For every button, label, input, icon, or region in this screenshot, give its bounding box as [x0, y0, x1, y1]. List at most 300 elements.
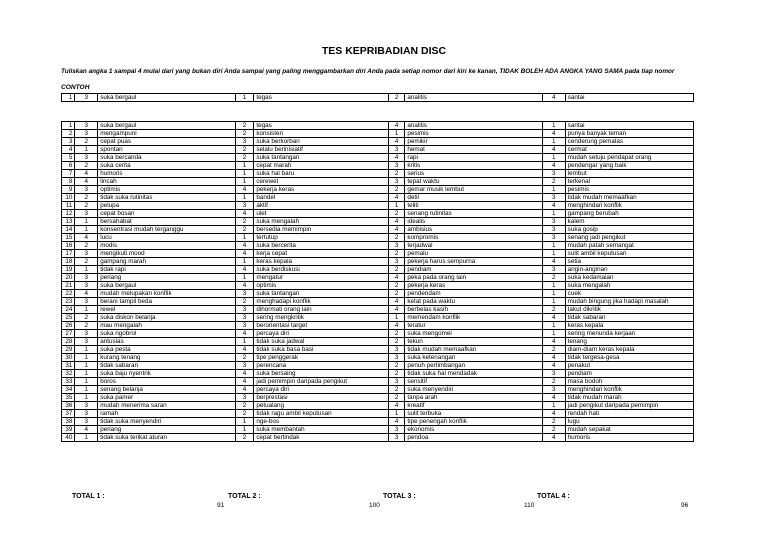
trait-2: bersedia memimpin [254, 226, 388, 234]
trait-4: keras kepala [565, 322, 693, 330]
trait-4: pesimis [565, 186, 693, 194]
table-row [62, 346, 694, 354]
trait-3: pendoa [405, 434, 543, 442]
score-1: 1 [75, 434, 98, 442]
trait-3: suka mengomel [405, 330, 543, 338]
trait-4: diam-diam keras kepala [565, 346, 693, 354]
trait-1: humoris [98, 170, 236, 178]
score-2: 1 [235, 234, 254, 242]
trait-2: dihormati orang lain [254, 306, 388, 314]
trait-3: serius [405, 170, 543, 178]
score-1: 2 [75, 314, 98, 322]
trait-3: senang rutinitas [405, 210, 543, 218]
score-4: 3 [542, 234, 565, 242]
trait-4: setia [565, 258, 693, 266]
trait-3: memendam konflik [405, 314, 543, 322]
score-1: 2 [75, 194, 98, 202]
score-2: 3 [235, 394, 254, 402]
trait-1: tidak sabaran [98, 362, 236, 370]
score-2: 2 [235, 122, 254, 130]
score-2: 3 [235, 322, 254, 330]
table-row [62, 218, 694, 226]
score-3: 4 [388, 218, 405, 226]
score-2: 1 [235, 94, 254, 102]
row-number: 6 [62, 162, 75, 170]
trait-4: tidak mudah marah [565, 394, 693, 402]
trait-2: suka hal baru [254, 170, 388, 178]
trait-3: pendendam [405, 290, 543, 298]
score-2: 4 [235, 386, 254, 394]
score-4: 1 [542, 242, 565, 250]
score-1: 1 [75, 378, 98, 386]
table-row [62, 234, 694, 242]
trait-2: selalu berinisiatif [254, 146, 388, 154]
row-number: 2 [62, 130, 75, 138]
score-3: 2 [388, 290, 405, 298]
trait-1: mengikuti mood [98, 250, 236, 258]
trait-3: idealis [405, 218, 543, 226]
trait-1: optimis [98, 186, 236, 194]
score-1: 3 [75, 274, 98, 282]
score-1: 3 [75, 410, 98, 418]
score-3: 2 [388, 338, 405, 346]
trait-2: aktif [254, 202, 388, 210]
score-4: 1 [542, 210, 565, 218]
row-number: 34 [62, 386, 75, 394]
trait-3: ambisius [405, 226, 543, 234]
table-row [62, 210, 694, 218]
total-1-value: 91 [217, 502, 225, 509]
trait-4: mudah sepakat [565, 426, 693, 434]
row-number: 23 [62, 298, 75, 306]
score-2: 1 [235, 338, 254, 346]
score-1: 1 [75, 226, 98, 234]
score-2: 2 [235, 410, 254, 418]
score-3: 2 [388, 282, 405, 290]
score-1: 1 [75, 218, 98, 226]
trait-4: penakut [565, 362, 693, 370]
score-4: 4 [542, 162, 565, 170]
trait-4: angin-anginan [565, 266, 693, 274]
score-4: 3 [542, 170, 565, 178]
row-number: 31 [62, 362, 75, 370]
score-4: 1 [542, 290, 565, 298]
trait-3: pekerja keras [405, 282, 543, 290]
score-1: 2 [75, 138, 98, 146]
trait-2: tidak suka basa basi [254, 346, 388, 354]
trait-4: lugu [565, 418, 693, 426]
trait-1: tidak suka terikat aturan [98, 434, 236, 442]
trait-4: pendiam [565, 370, 693, 378]
row-number: 5 [62, 154, 75, 162]
score-2: 1 [235, 426, 254, 434]
score-4: 2 [542, 346, 565, 354]
table-row [62, 322, 694, 330]
trait-1: konsentrasi mudah terganggu [98, 226, 236, 234]
total-3-value: 110 [524, 502, 535, 509]
trait-2: tidak suka jadwal [254, 338, 388, 346]
trait-2: ulet [254, 210, 388, 218]
trait-3: suka ketenangan [405, 354, 543, 362]
trait-4: punya banyak teman [565, 130, 693, 138]
score-3: 1 [388, 202, 405, 210]
score-4: 3 [542, 266, 565, 274]
score-4: 3 [542, 370, 565, 378]
table-row [62, 154, 694, 162]
row-number: 1 [62, 122, 75, 130]
trait-3: teliti [405, 202, 543, 210]
trait-1: senang belanja [98, 386, 236, 394]
row-number: 24 [62, 306, 75, 314]
score-4: 2 [542, 426, 565, 434]
trait-2: bandel [254, 194, 388, 202]
score-3: 4 [388, 306, 405, 314]
score-4: 4 [542, 130, 565, 138]
total-2-label: TOTAL 2 : [228, 493, 261, 500]
trait-4: suka kedamaian [565, 274, 693, 282]
score-3: 2 [388, 386, 405, 394]
trait-3: pesimis [405, 130, 543, 138]
score-3: 3 [388, 146, 405, 154]
score-1: 1 [75, 370, 98, 378]
score-3: 2 [388, 94, 405, 102]
trait-4: tidak mudah memaafkan [565, 194, 693, 202]
trait-4: humoris [565, 434, 693, 442]
trait-1: cepat puas [98, 138, 236, 146]
trait-1: berani tampil beda [98, 298, 236, 306]
score-1: 2 [75, 322, 98, 330]
trait-4: jadi pengikut daripada pemimpin [565, 402, 693, 410]
score-4: 2 [542, 378, 565, 386]
trait-4: terkenal [565, 178, 693, 186]
score-1: 2 [75, 162, 98, 170]
trait-4: gampang berubah [565, 210, 693, 218]
score-2: 4 [235, 346, 254, 354]
score-2: 4 [235, 186, 254, 194]
score-2: 1 [235, 194, 254, 202]
trait-2: percaya diri [254, 386, 388, 394]
table-row [62, 266, 694, 274]
row-number: 19 [62, 266, 75, 274]
score-3: 4 [388, 122, 405, 130]
trait-4: tidak tergesa-gesa [565, 354, 693, 362]
trait-2: sering mengkritik [254, 314, 388, 322]
score-2: 4 [235, 330, 254, 338]
score-3: 1 [388, 314, 405, 322]
score-2: 4 [235, 250, 254, 258]
trait-3: sulit terbuka [405, 410, 543, 418]
contoh-label: CONTOH [61, 84, 90, 91]
score-3: 2 [388, 266, 405, 274]
trait-1: suka bercanda [98, 154, 236, 162]
trait-3: kompromis [405, 234, 543, 242]
trait-4: mudah bingung jika hadapi masalah [565, 298, 693, 306]
score-2: 2 [235, 402, 254, 410]
score-4: 4 [542, 314, 565, 322]
trait-4: suka mengalah [565, 282, 693, 290]
score-2: 4 [235, 282, 254, 290]
table-row [62, 378, 694, 386]
score-4: 1 [542, 282, 565, 290]
trait-2: nge-bos [254, 418, 388, 426]
score-2: 3 [235, 138, 254, 146]
disc-table [61, 121, 694, 442]
row-number: 21 [62, 282, 75, 290]
trait-2: keras kepala [254, 258, 388, 266]
trait-2: suka membantah [254, 426, 388, 434]
table-row [62, 202, 694, 210]
trait-2: jadi pemimpin daripada pengikut [254, 378, 388, 386]
table-row [62, 426, 694, 434]
table-row [62, 242, 694, 250]
score-4: 1 [542, 138, 565, 146]
trait-4: suka gosip [565, 226, 693, 234]
trait-3: rapi [405, 154, 543, 162]
trait-1: periang [98, 274, 236, 282]
score-3: 2 [388, 234, 405, 242]
trait-1: suka bergaul [98, 122, 236, 130]
trait-1: antusias [98, 338, 236, 346]
trait-2: suka tantangan [254, 154, 388, 162]
score-4: 1 [542, 298, 565, 306]
trait-2: percaya diri [254, 330, 388, 338]
score-4: 4 [542, 258, 565, 266]
score-1: 4 [75, 178, 98, 186]
table-row [62, 306, 694, 314]
trait-3: ketat pada waktu [405, 298, 543, 306]
trait-2: berprestasi [254, 394, 388, 402]
trait-4: menghindari konflik [565, 386, 693, 394]
score-3: 4 [388, 402, 405, 410]
trait-1: pelupa [98, 202, 236, 210]
score-2: 2 [235, 218, 254, 226]
table-row [62, 282, 694, 290]
trait-3: pendiam [405, 266, 543, 274]
total-4-label: TOTAL 4 : [537, 493, 570, 500]
score-2: 3 [235, 202, 254, 210]
score-1: 3 [75, 186, 98, 194]
trait-3: detil [405, 194, 543, 202]
score-4: 1 [542, 322, 565, 330]
trait-1: suka baju nyentrik [98, 370, 236, 378]
trait-3: tekun [405, 338, 543, 346]
total-4-value: 96 [681, 502, 689, 509]
table-row [62, 250, 694, 258]
row-number: 32 [62, 370, 75, 378]
example-table [61, 93, 694, 102]
trait-2: berorientasi target [254, 322, 388, 330]
score-2: 1 [235, 418, 254, 426]
score-2: 2 [235, 226, 254, 234]
score-2: 3 [235, 290, 254, 298]
score-1: 3 [75, 154, 98, 162]
row-number: 38 [62, 418, 75, 426]
score-4: 4 [542, 410, 565, 418]
score-1: 3 [75, 282, 98, 290]
score-2: 2 [235, 298, 254, 306]
trait-4: santai [565, 122, 693, 130]
score-2: 4 [235, 266, 254, 274]
score-1: 2 [75, 258, 98, 266]
score-1: 1 [75, 362, 98, 370]
score-3: 3 [388, 378, 405, 386]
trait-4: senang jadi pengikut [565, 234, 693, 242]
table-row [62, 386, 694, 394]
trait-3: pemikir [405, 138, 543, 146]
trait-4: cuek [565, 290, 693, 298]
score-3: 3 [388, 178, 405, 186]
score-3: 3 [388, 346, 405, 354]
score-3: 4 [388, 138, 405, 146]
score-3: 2 [388, 370, 405, 378]
table-row [62, 290, 694, 298]
score-3: 2 [388, 210, 405, 218]
score-3: 4 [388, 154, 405, 162]
trait-4: tidak sabaran [565, 314, 693, 322]
row-number: 22 [62, 290, 75, 298]
trait-2: suka berdiskusi [254, 266, 388, 274]
score-1: 3 [75, 338, 98, 346]
score-3: 3 [388, 426, 405, 434]
row-number: 29 [62, 346, 75, 354]
score-4: 2 [542, 274, 565, 282]
score-3: 1 [388, 410, 405, 418]
trait-4: takut dikritik [565, 306, 693, 314]
trait-3: kritis [405, 162, 543, 170]
score-2: 1 [235, 178, 254, 186]
row-number: 18 [62, 258, 75, 266]
table-row [62, 226, 694, 234]
trait-3: analitis [405, 122, 543, 130]
row-number: 3 [62, 138, 75, 146]
table-row [62, 314, 694, 322]
score-1: 4 [75, 426, 98, 434]
page-title: TES KEPRIBADIAN DISC [321, 45, 447, 57]
trait-1: suka cerita [98, 162, 236, 170]
score-4: 4 [542, 362, 565, 370]
score-1: 1 [75, 394, 98, 402]
trait-1: suka diskon belanja [98, 314, 236, 322]
score-3: 2 [388, 362, 405, 370]
score-2: 1 [235, 258, 254, 266]
score-1: 4 [75, 290, 98, 298]
trait-1: tidak suka menyendiri [98, 418, 236, 426]
trait-2: cepat marah [254, 162, 388, 170]
trait-3: gemar musik lembut [405, 186, 543, 194]
example-row [62, 94, 694, 102]
score-4: 3 [542, 218, 565, 226]
trait-4: santai [565, 94, 693, 102]
table-row [62, 418, 694, 426]
trait-2: tipe penggerak [254, 354, 388, 362]
score-1: 2 [75, 202, 98, 210]
trait-1: rewel [98, 306, 236, 314]
score-4: 1 [542, 250, 565, 258]
trait-4: menghindari konflik [565, 202, 693, 210]
row-number: 40 [62, 434, 75, 442]
trait-1: periang [98, 426, 236, 434]
trait-3: tidak suka hal mendadak [405, 370, 543, 378]
row-number: 30 [62, 354, 75, 362]
score-3: 4 [388, 418, 405, 426]
score-3: 4 [388, 226, 405, 234]
trait-1: lincah [98, 178, 236, 186]
table-row [62, 330, 694, 338]
total-1-label: TOTAL 1 : [72, 493, 105, 500]
score-4: 4 [542, 338, 565, 346]
score-3: 3 [388, 258, 405, 266]
table-row [62, 402, 694, 410]
score-1: 3 [75, 250, 98, 258]
trait-3: tepat waktu [405, 178, 543, 186]
score-4: 2 [542, 178, 565, 186]
trait-2: tertutup [254, 234, 388, 242]
trait-3: ekonomis [405, 426, 543, 434]
trait-1: cepat bosan [98, 210, 236, 218]
score-4: 4 [542, 94, 565, 102]
trait-1: suka bergaul [98, 94, 236, 102]
score-3: 4 [388, 194, 405, 202]
score-4: 2 [542, 418, 565, 426]
trait-2: kerja cepat [254, 250, 388, 258]
table-row [62, 354, 694, 362]
trait-3: teratur [405, 322, 543, 330]
row-number: 37 [62, 410, 75, 418]
score-1: 3 [75, 122, 98, 130]
trait-1: suka pamer [98, 394, 236, 402]
trait-3: terjadwal [405, 242, 543, 250]
trait-2: tidak ragu ambil keputusan [254, 410, 388, 418]
trait-3: berbelas kasih [405, 306, 543, 314]
score-2: 2 [235, 434, 254, 442]
table-row [62, 434, 694, 442]
score-2: 3 [235, 306, 254, 314]
score-4: 4 [542, 434, 565, 442]
table-row [62, 138, 694, 146]
total-2-value: 100 [369, 502, 380, 509]
score-2: 2 [235, 130, 254, 138]
score-3: 3 [388, 354, 405, 362]
row-number: 12 [62, 210, 75, 218]
trait-1: boros [98, 378, 236, 386]
score-3: 4 [388, 274, 405, 282]
score-2: 1 [235, 162, 254, 170]
trait-4: sulit ambil keputusan [565, 250, 693, 258]
row-number: 9 [62, 186, 75, 194]
score-2: 3 [235, 362, 254, 370]
row-number: 11 [62, 202, 75, 210]
row-number: 36 [62, 402, 75, 410]
trait-1: suka bergaul [98, 282, 236, 290]
trait-2: perencana [254, 362, 388, 370]
score-3: 3 [388, 242, 405, 250]
trait-3: peka pada orang lain [405, 274, 543, 282]
row-number: 25 [62, 314, 75, 322]
score-2: 4 [235, 378, 254, 386]
trait-3: pekerja harus sempurna [405, 258, 543, 266]
table-row [62, 298, 694, 306]
trait-4: cermat [565, 146, 693, 154]
row-number: 15 [62, 234, 75, 242]
score-2: 1 [235, 170, 254, 178]
trait-1: mau mengalah [98, 322, 236, 330]
trait-2: suka bercerita [254, 242, 388, 250]
total-3-label: TOTAL 3 : [383, 493, 416, 500]
trait-1: suka pesta [98, 346, 236, 354]
score-3: 3 [388, 162, 405, 170]
score-1: 1 [75, 306, 98, 314]
score-2: 1 [235, 274, 254, 282]
